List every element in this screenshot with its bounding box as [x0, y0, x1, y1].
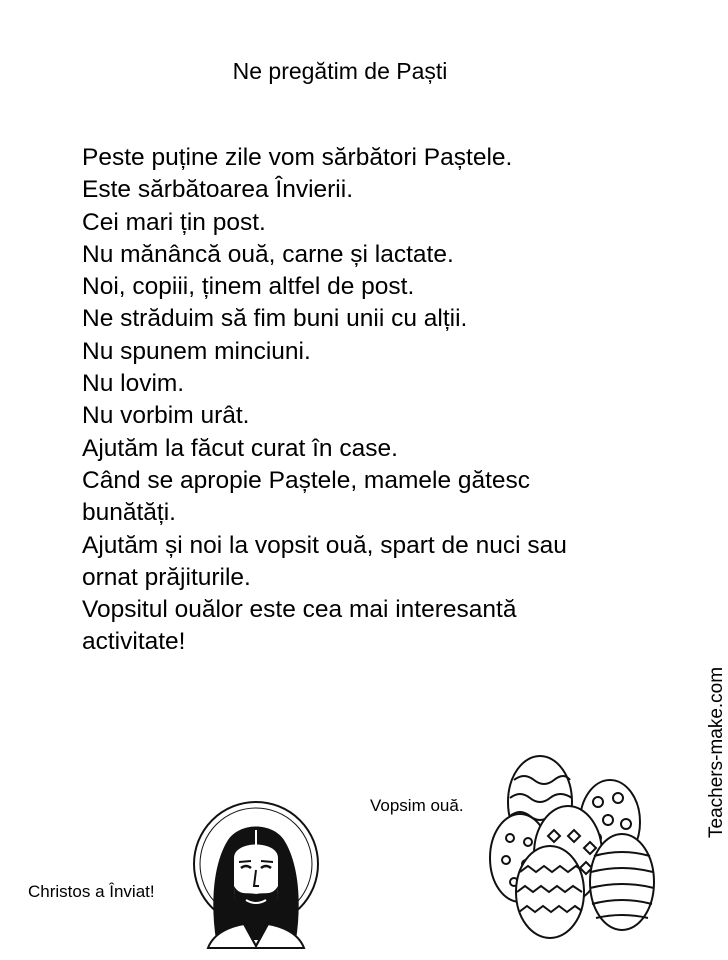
story-line: bunătăți. [82, 499, 176, 527]
site-credit: Teachers-make.com [706, 666, 727, 838]
story-line: Este sărbătoarea Învierii. [82, 176, 353, 204]
page-title: Ne pregătim de Paști [232, 58, 448, 84]
story-line: Când se apropie Paștele, mamele gătesc [82, 466, 531, 494]
christ-caption: Christos a Înviat! [28, 882, 155, 901]
story-line: Cei mari țin post. [82, 208, 266, 236]
story-line: Ajutăm și noi la vopsit ouă, spart de nuci sau [82, 531, 567, 559]
story-line: Noi, copiii, ținem altfel de post. [82, 273, 415, 301]
eggs-caption: Vopsim ouă. [370, 796, 464, 815]
story-line: activitate! [82, 628, 186, 656]
story-line: Vopsitul ouălor este cea mai interesantă [82, 596, 517, 624]
story-line: Nu lovim. [82, 370, 185, 398]
story-line: ornat prăjiturile. [82, 563, 251, 591]
story-line: Nu vorbim urât. [82, 402, 250, 430]
story-line: Ne străduim să fim buni unii cu alții. [82, 305, 468, 333]
story-line: Ajutăm la făcut curat în case. [82, 434, 398, 462]
story-line: Peste puține zile vom sărbători Paștele. [82, 144, 513, 171]
jesus-portrait-icon [188, 800, 324, 948]
story-line: Nu mănâncă ouă, carne și lactate. [82, 240, 454, 268]
easter-eggs-icon [486, 740, 666, 940]
story-line: Nu spunem minciuni. [82, 337, 311, 365]
story-text [82, 142, 682, 659]
